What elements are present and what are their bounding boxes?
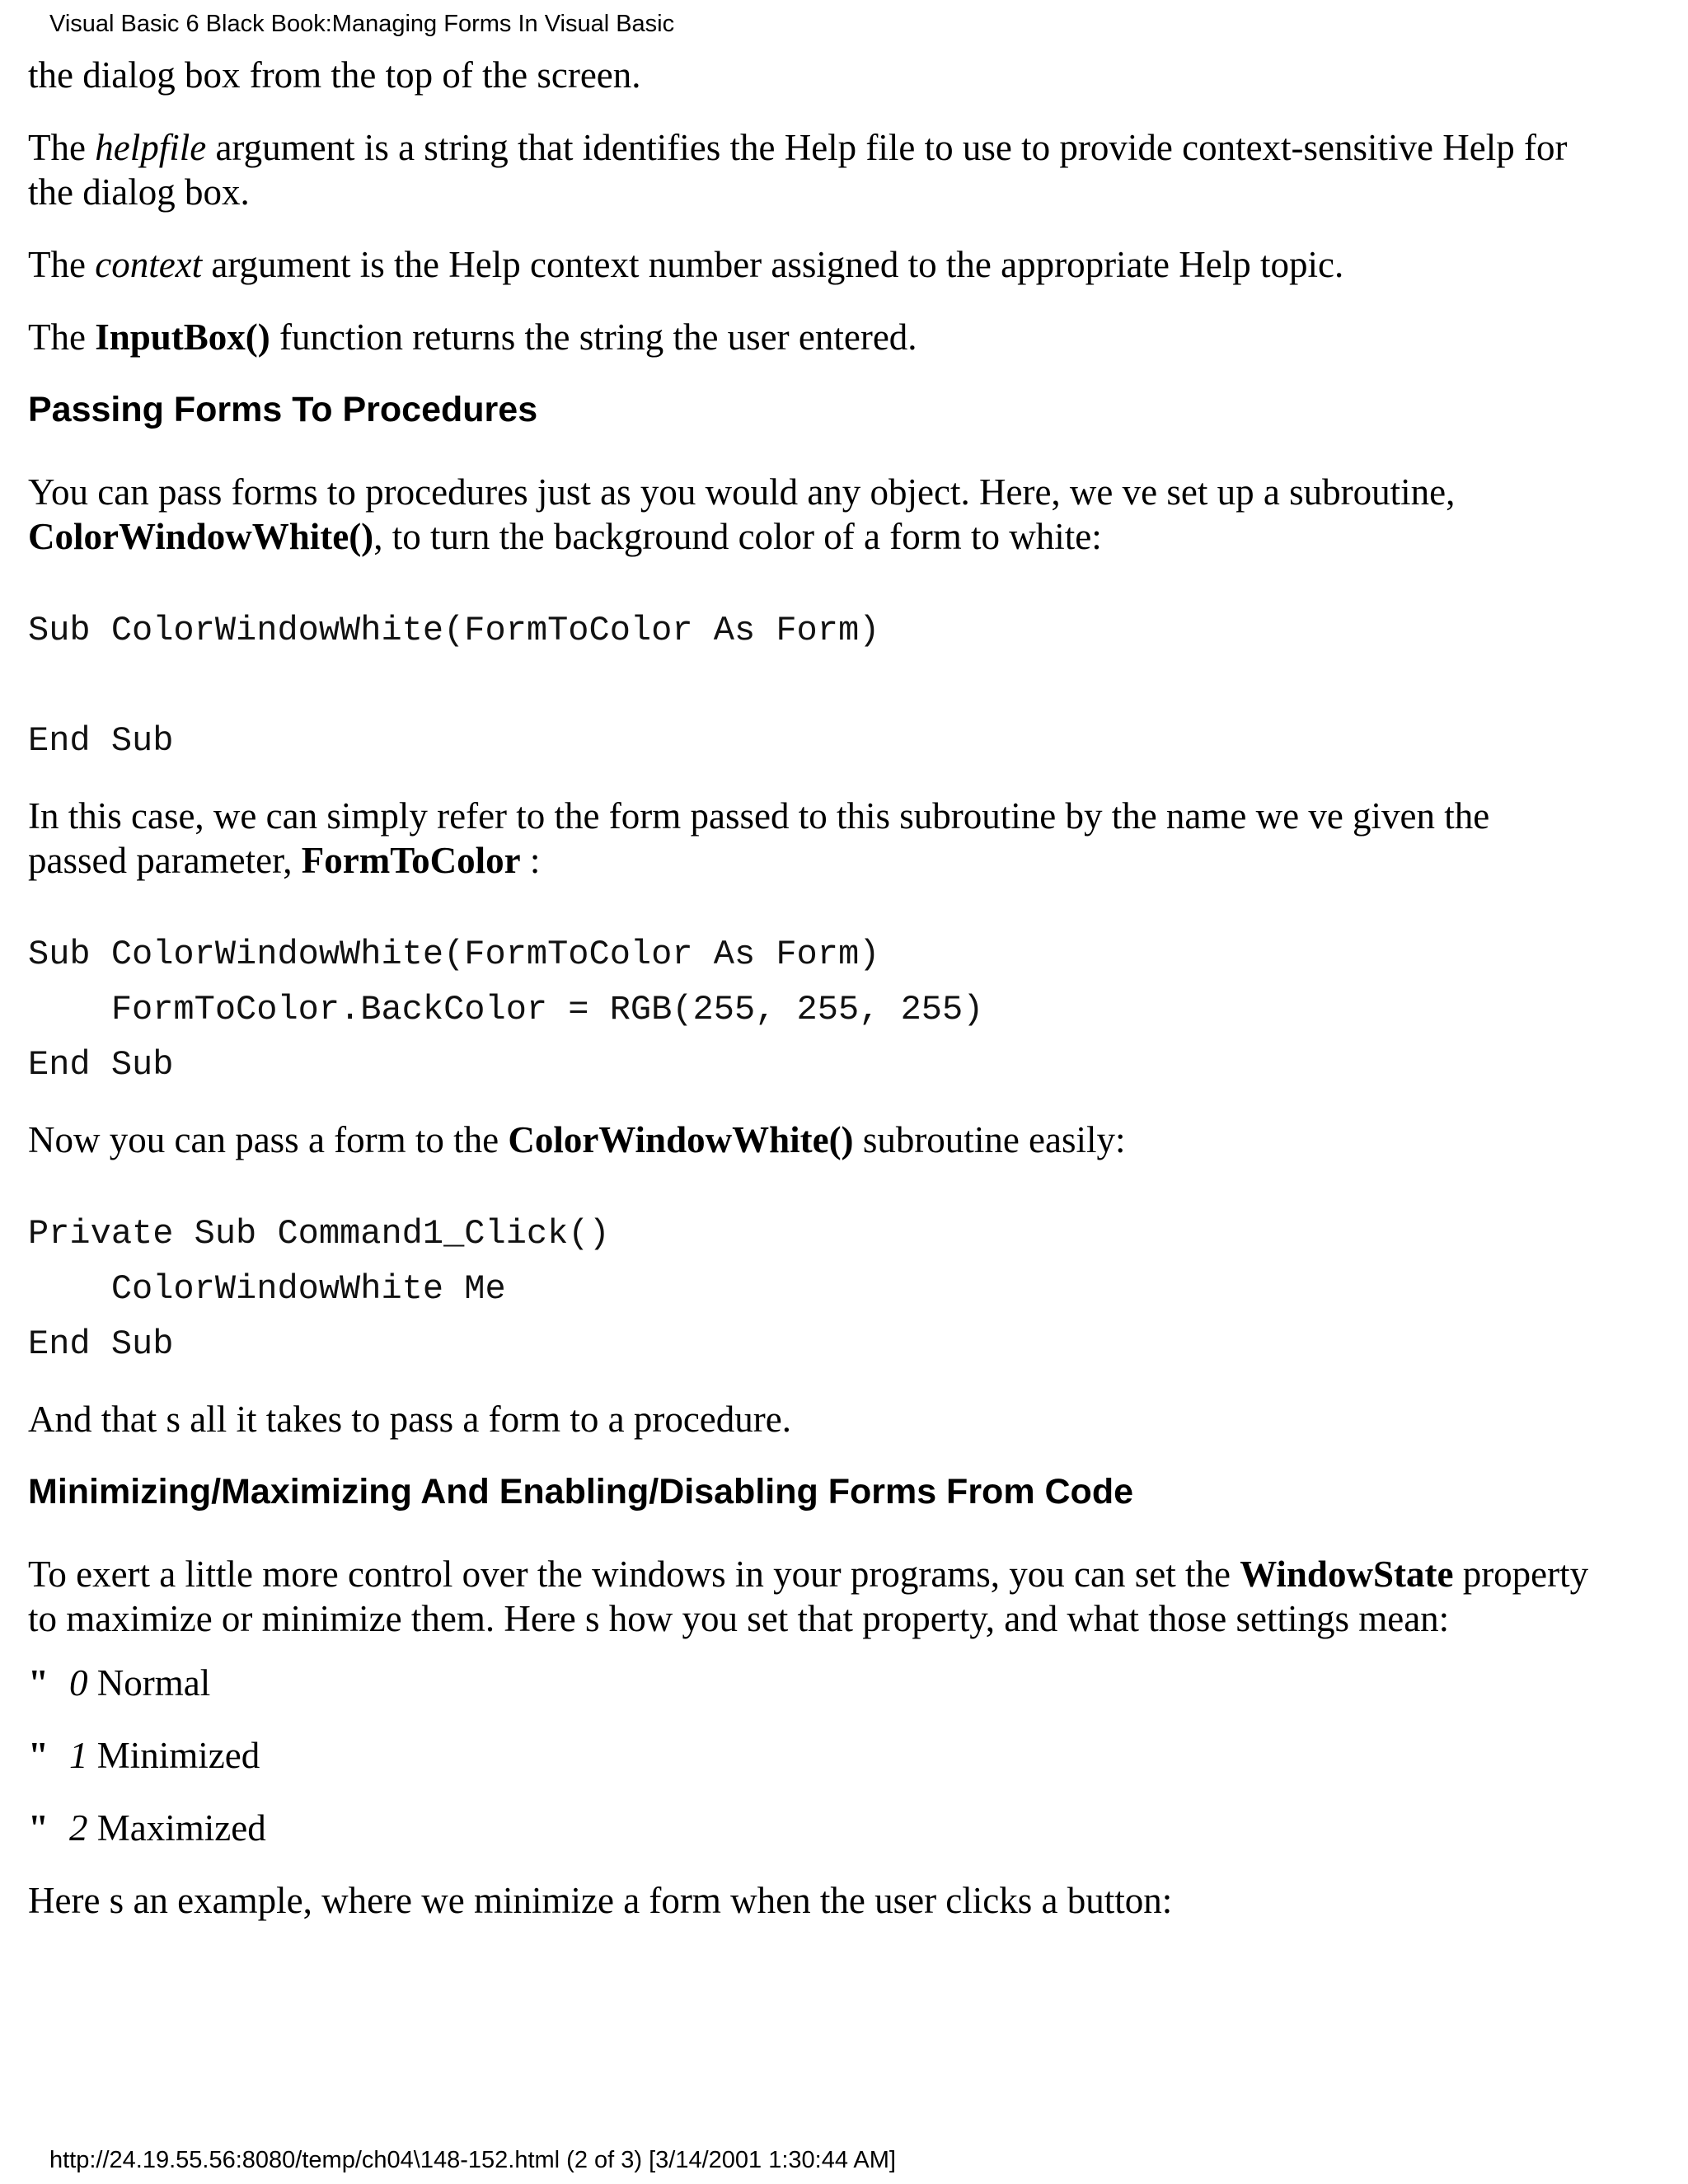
paragraph-now-pass bbox=[28, 1118, 1594, 1162]
text: property to maximize or minimize them. Here s how you set that property, and what those settings mean: bbox=[28, 1554, 1589, 1639]
text: subroutine easily: bbox=[853, 1119, 1126, 1160]
section-heading-passing-forms: Passing Forms To Procedures bbox=[28, 390, 538, 429]
code-line-blank bbox=[28, 658, 1594, 714]
list-item-value: 1 bbox=[69, 1735, 88, 1776]
text: In this case, we can simply refer to the form passed to this subroutine by the name we ve given the passed parameter, bbox=[28, 795, 1490, 881]
list-item-label: Maximized bbox=[87, 1807, 266, 1849]
paragraph-context bbox=[28, 242, 1594, 287]
text: You can pass forms to procedures just as you would any object. Here, we ve set up a subroutine, bbox=[28, 471, 1456, 513]
windowstate-list bbox=[28, 1661, 1594, 1850]
paragraph-all-it-takes: And that s all it takes to pass a form to a procedure. bbox=[28, 1399, 791, 1440]
paragraph-refer-form bbox=[28, 794, 1594, 883]
paragraph-windowstate bbox=[28, 1552, 1594, 1641]
term-formtocolor: FormToColor bbox=[301, 840, 521, 881]
paragraph-helpfile bbox=[28, 125, 1594, 214]
list-item-value: 0 bbox=[69, 1662, 88, 1704]
bullet-mark: " bbox=[28, 1735, 49, 1776]
code-line: End Sub bbox=[28, 721, 174, 761]
page-footer: http://24.19.55.56:8080/temp/ch04\148-152.html (2 of 3) [3/14/2001 1:30:44 AM] bbox=[49, 2147, 896, 2173]
code-line: FormToColor.BackColor = RGB(255, 255, 255) bbox=[28, 990, 984, 1029]
code-line: Sub ColorWindowWhite(FormToColor As Form) bbox=[28, 611, 880, 650]
paragraph-dialog-top: the dialog box from the top of the screen. bbox=[28, 54, 641, 96]
page-header: Visual Basic 6 Black Book:Managing Forms In Visual Basic bbox=[49, 11, 675, 37]
term-windowstate: WindowState bbox=[1240, 1554, 1454, 1595]
list-item-value: 2 bbox=[69, 1807, 88, 1849]
bullet-mark: " bbox=[28, 1662, 49, 1704]
code-block-1 bbox=[28, 603, 1594, 769]
list-item bbox=[28, 1661, 1594, 1705]
term-colorwindowwhite: ColorWindowWhite() bbox=[28, 516, 374, 557]
list-item bbox=[28, 1733, 1594, 1778]
section-heading-minimizing: Minimizing/Maximizing And Enabling/Disabling Forms From Code bbox=[28, 1472, 1133, 1511]
list-item-label: Minimized bbox=[87, 1735, 260, 1776]
code-line: Private Sub Command1_Click() bbox=[28, 1214, 610, 1254]
list-item-label: Normal bbox=[87, 1662, 211, 1704]
text: The bbox=[28, 127, 96, 168]
list-item bbox=[28, 1806, 1594, 1850]
text: Now you can pass a form to the bbox=[28, 1119, 509, 1160]
text: argument is a string that identifies the Help file to use to provide context-sensitive Help for the dialog box. bbox=[28, 127, 1568, 213]
text: : bbox=[520, 840, 541, 881]
bullet-mark: " bbox=[28, 1807, 49, 1849]
text: To exert a little more control over the windows in your programs, you can set the bbox=[28, 1554, 1240, 1595]
text: The bbox=[28, 244, 96, 285]
text: , to turn the background color of a form to white: bbox=[373, 516, 1102, 557]
code-line: End Sub bbox=[28, 1045, 174, 1085]
paragraph-inputbox bbox=[28, 315, 1594, 359]
code-line: Sub ColorWindowWhite(FormToColor As Form) bbox=[28, 935, 880, 974]
term-helpfile: helpfile bbox=[95, 127, 207, 168]
term-inputbox: InputBox() bbox=[95, 316, 270, 358]
code-block-3 bbox=[28, 1207, 1594, 1372]
text: function returns the string the user entered. bbox=[270, 316, 917, 358]
text: The bbox=[28, 316, 96, 358]
paragraph-pass-forms bbox=[28, 470, 1594, 559]
term-context: context bbox=[95, 244, 203, 285]
code-line: ColorWindowWhite Me bbox=[28, 1269, 506, 1309]
paragraph-example: Here s an example, where we minimize a form when the user clicks a button: bbox=[28, 1880, 1173, 1921]
document-body bbox=[28, 53, 1594, 1923]
code-block-2 bbox=[28, 927, 1594, 1093]
text: argument is the Help context number assigned to the appropriate Help topic. bbox=[202, 244, 1344, 285]
term-colorwindowwhite: ColorWindowWhite() bbox=[508, 1119, 854, 1160]
code-line: End Sub bbox=[28, 1324, 174, 1364]
